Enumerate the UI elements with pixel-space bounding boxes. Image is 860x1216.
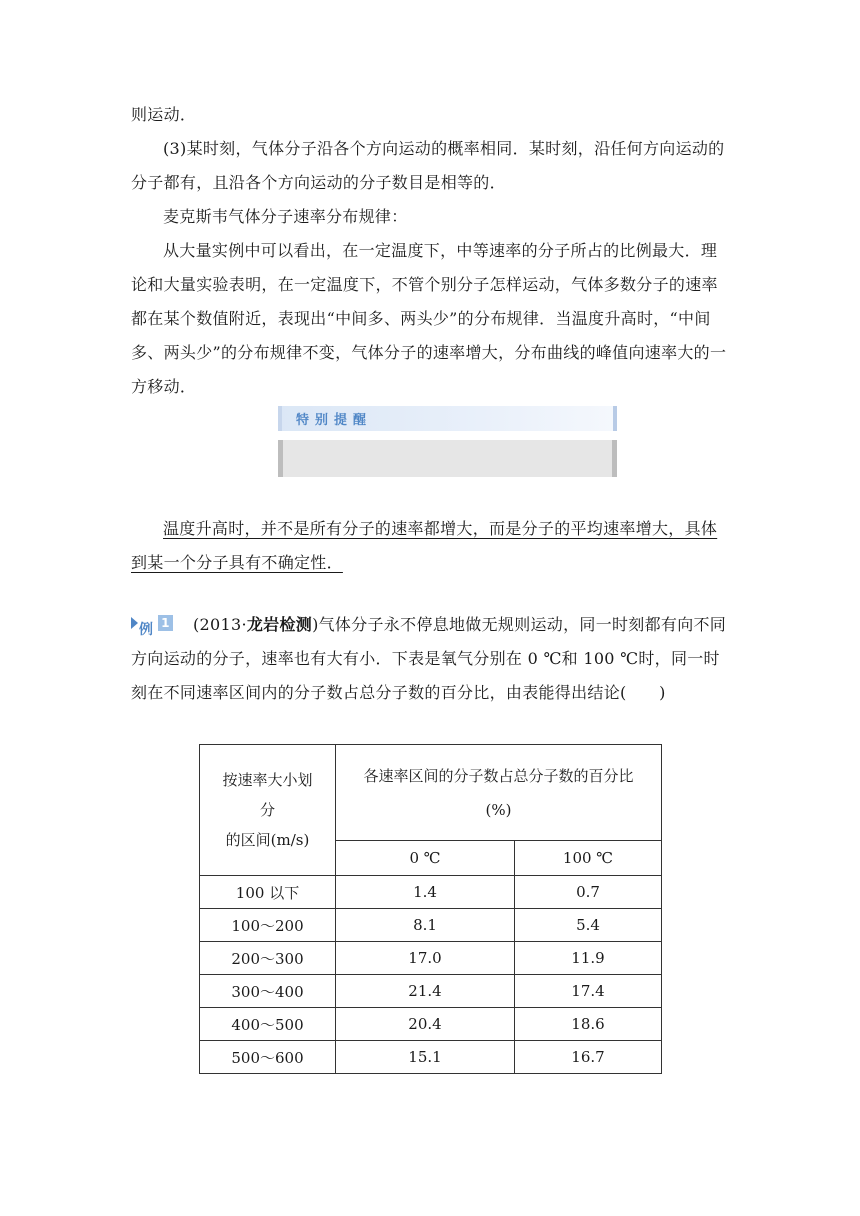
paragraph-continuation: 则运动． (131, 105, 197, 124)
value-100c-cell: 17.4 (515, 975, 662, 1008)
example-source-suffix: ) (312, 615, 319, 634)
value-0c-cell: 15.1 (336, 1041, 515, 1074)
speed-distribution-table (199, 744, 662, 1074)
paragraph-maxwell-heading: 麦克斯韦气体分子速率分布规律： (163, 207, 408, 226)
badge-arrow-icon (131, 617, 138, 629)
table-row (200, 1041, 662, 1074)
range-cell: 400～500 (200, 1008, 336, 1041)
badge-label: 例 (139, 622, 154, 638)
value-0c-cell: 17.0 (336, 942, 515, 975)
range-cell: 100 以下 (200, 876, 336, 909)
table-row (200, 909, 662, 942)
header-temp-100: 100 ℃ (515, 841, 662, 876)
special-reminder-title: 特别提醒 (296, 413, 373, 428)
header-percentage-group: 各速率区间的分子数占总分子数的百分比(%) (336, 745, 662, 841)
header-range-cell (200, 745, 336, 876)
example-source-name: 龙岩检测 (246, 615, 313, 634)
value-100c-cell: 16.7 (515, 1041, 662, 1074)
body-bar-left (278, 440, 283, 477)
header-range-line-1: 按速率大小划 (222, 771, 313, 789)
range-cell: 100～200 (200, 909, 336, 942)
value-100c-cell: 18.6 (515, 1008, 662, 1041)
value-100c-cell: 11.9 (515, 942, 662, 975)
table-row (200, 975, 662, 1008)
special-reminder-box (278, 406, 617, 477)
value-0c-cell: 8.1 (336, 909, 515, 942)
range-cell: 200～300 (200, 942, 336, 975)
header-range-line-3: 的区间(m/s) (225, 831, 310, 849)
table-row (200, 1008, 662, 1041)
range-cell: 500～600 (200, 1041, 336, 1074)
paragraph-point-3: (3)某时刻，气体分子沿各个方向运动的概率相同．某时刻，沿任何方向运动的分子都有，且沿各个方向运动的分子数目是相等的． (131, 139, 725, 192)
value-0c-cell: 1.4 (336, 876, 515, 909)
header-bar-left (278, 406, 282, 431)
special-reminder-header (278, 406, 617, 431)
value-0c-cell: 20.4 (336, 1008, 515, 1041)
example-question (131, 608, 731, 710)
reminder-text: 温度升高时，并不是所有分子的速率都增大，而是分子的平均速率增大，具体到某一个分子具有不确定性． (131, 519, 718, 572)
header-range-line-2: 分 (259, 801, 275, 819)
table-row (200, 942, 662, 975)
value-100c-cell: 5.4 (515, 909, 662, 942)
example-source-prefix: (2013· (193, 615, 247, 634)
table-row (200, 876, 662, 909)
example-badge (131, 614, 173, 638)
special-reminder-body (278, 440, 617, 477)
paragraph-maxwell-law: 从大量实例中可以看出，在一定温度下，中等速率的分子所占的比例最大．理论和大量实验表明，在一定温度下，不管个别分子怎样运动，气体多数分子的速率都在某个数值附近，表现出“中间多、两头少”的分布规律．当温度升高时，“中间多、两头少”的分布规律不变，气体分子的速率增大，分布曲线的峰值向速率大的一方移动． (131, 241, 727, 396)
header-bar-right (613, 406, 617, 431)
body-bar-right (612, 440, 617, 477)
value-0c-cell: 21.4 (336, 975, 515, 1008)
badge-number: 1 (158, 615, 173, 631)
value-100c-cell: 0.7 (515, 876, 662, 909)
example-text: 气体分子永不停息地做无规则运动，同一时刻都有向不同方向运动的分子，速率也有大有小．下表是氧气分别在 0 ℃和 100 ℃时，同一时刻在不同速率区间内的分子数占总分子数的百分比，由表能得出结论( ) (131, 615, 727, 702)
reminder-text-block (131, 512, 731, 580)
header-temp-0: 0 ℃ (336, 841, 515, 876)
range-cell: 300～400 (200, 975, 336, 1008)
